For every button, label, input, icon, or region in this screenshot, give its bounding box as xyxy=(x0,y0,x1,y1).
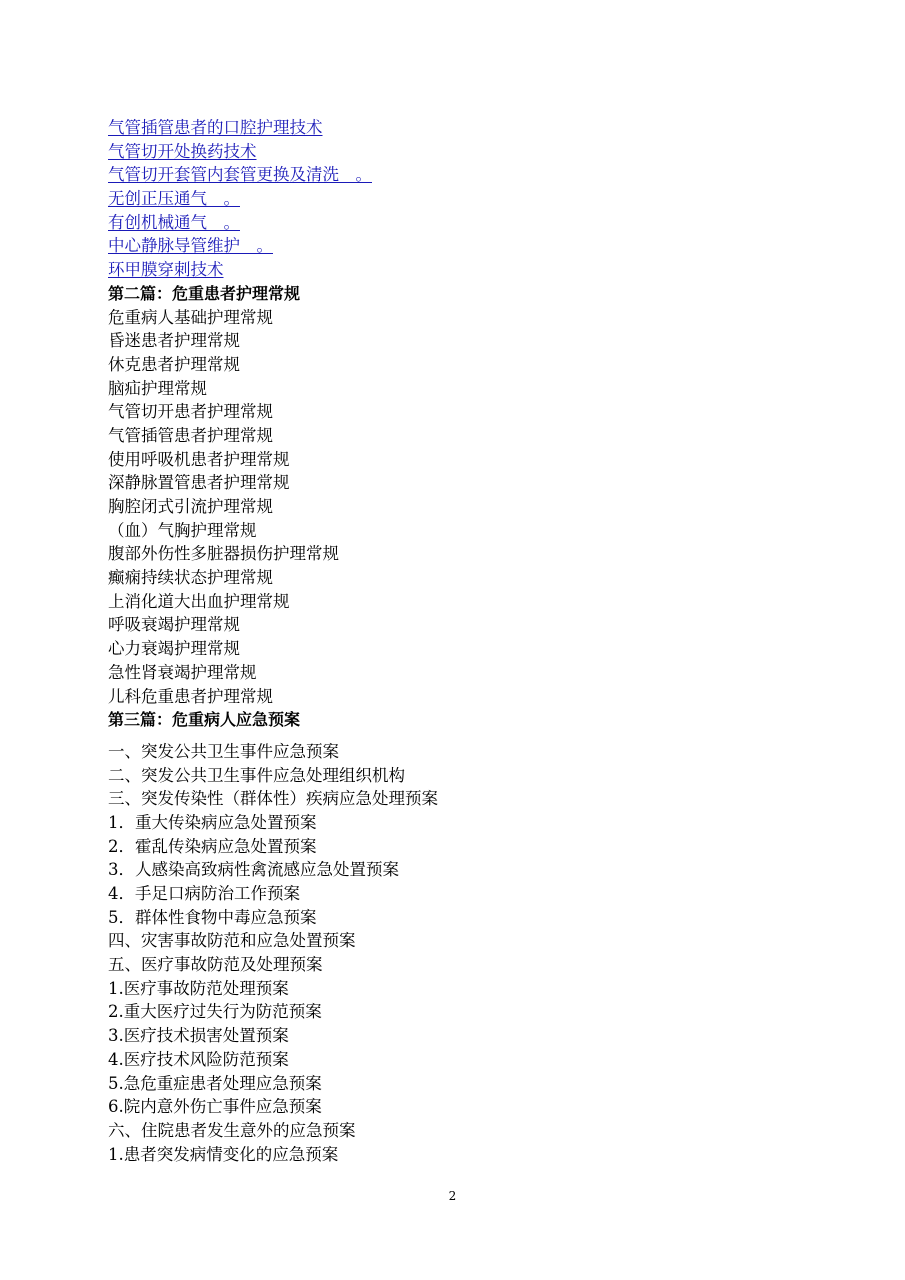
list-item: 3.医疗技术损害处置预案 xyxy=(108,1026,289,1046)
list-item: 6.院内意外伤亡事件应急预案 xyxy=(108,1097,322,1117)
part2-item-list xyxy=(108,306,808,709)
list-item: （血）气胸护理常规 xyxy=(108,520,257,540)
list-item: 1．重大传染病应急处置预案 xyxy=(108,812,317,832)
list-item: 5．群体性食物中毒应急预案 xyxy=(108,907,317,927)
list-item: 2.重大医疗过失行为防范预案 xyxy=(108,1002,322,1022)
part2-heading: 第二篇：危重患者护理常规 xyxy=(108,283,301,303)
toc-link[interactable]: 气管切开处换药技术 xyxy=(108,141,257,161)
list-item: 4.医疗技术风险防范预案 xyxy=(108,1049,289,1069)
list-item: 5.急危重症患者处理应急预案 xyxy=(108,1073,322,1093)
list-item: 危重病人基础护理常规 xyxy=(108,307,273,327)
list-item: 1.患者突发病情变化的应急预案 xyxy=(108,1144,339,1164)
list-item: 一、突发公共卫生事件应急预案 xyxy=(108,741,339,761)
part3-item-list xyxy=(108,740,808,1166)
toc-link[interactable]: 有创机械通气 。 xyxy=(108,212,240,232)
toc-link[interactable]: 环甲膜穿刺技术 xyxy=(108,260,224,280)
list-item: 脑疝护理常规 xyxy=(108,378,207,398)
list-item: 二、突发公共卫生事件应急处理组织机构 xyxy=(108,765,405,785)
list-item: 上消化道大出血护理常规 xyxy=(108,591,290,611)
list-item: 呼吸衰竭护理常规 xyxy=(108,615,240,635)
list-item: 1.医疗事故防范处理预案 xyxy=(108,978,289,998)
list-item: 六、住院患者发生意外的应急预案 xyxy=(108,1120,356,1140)
page-number: 2 xyxy=(448,1189,457,1203)
list-item: 昏迷患者护理常规 xyxy=(108,331,240,351)
list-item: 使用呼吸机患者护理常规 xyxy=(108,449,290,469)
list-item: 四、灾害事故防范和应急处置预案 xyxy=(108,931,356,951)
list-item: 儿科危重患者护理常规 xyxy=(108,686,273,706)
toc-link-list xyxy=(108,116,808,282)
list-item: 心力衰竭护理常规 xyxy=(108,639,240,659)
list-item: 气管切开患者护理常规 xyxy=(108,402,273,422)
list-item: 2．霍乱传染病应急处置预案 xyxy=(108,836,317,856)
list-item: 4．手足口病防治工作预案 xyxy=(108,884,300,903)
document-body xyxy=(108,116,808,1166)
list-item: 三、突发传染性（群体性）疾病应急处理预案 xyxy=(108,789,438,809)
part3-heading: 第三篇：危重病人应急预案 xyxy=(108,710,301,730)
list-item: 胸腔闭式引流护理常规 xyxy=(108,497,273,516)
list-item: 五、医疗事故防范及处理预案 xyxy=(108,955,323,975)
toc-link[interactable]: 气管插管患者的口腔护理技术 xyxy=(108,118,323,137)
list-item: 癫痫持续状态护理常规 xyxy=(108,568,273,588)
toc-link[interactable]: 中心静脉导管维护 。 xyxy=(108,236,273,256)
list-item: 腹部外伤性多脏器损伤护理常规 xyxy=(108,544,339,564)
toc-link[interactable]: 气管切开套管内套管更换及清洗 。 xyxy=(108,165,372,185)
list-item: 3．人感染高致病性禽流感应急处置预案 xyxy=(108,860,399,880)
list-item: 休克患者护理常规 xyxy=(108,354,240,374)
toc-link[interactable]: 无创正压通气 。 xyxy=(108,189,240,209)
list-item: 急性肾衰竭护理常规 xyxy=(108,662,257,682)
list-item: 气管插管患者护理常规 xyxy=(108,425,273,445)
list-item: 深静脉置管患者护理常规 xyxy=(108,473,290,493)
